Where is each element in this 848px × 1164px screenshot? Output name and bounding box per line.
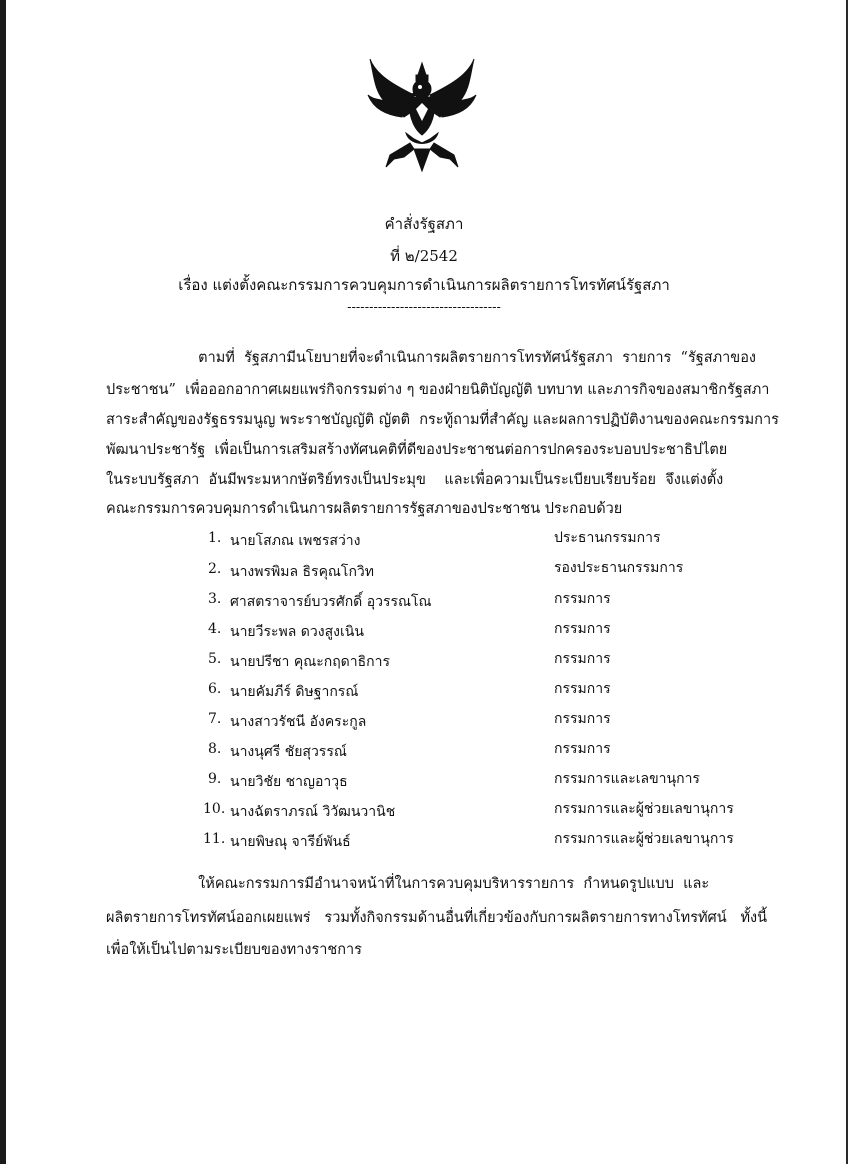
member-name: นายพิษณุ จารีย์พันธ์ bbox=[230, 834, 351, 850]
member-name: ศาสตราจารย์บวรศักดิ์ อุวรรณโณ bbox=[230, 594, 432, 610]
closing-line: ให้คณะกรรมการมีอำนาจหน้าที่ในการควบคุมบริหารรายการ กำหนดรูปแบบ และ bbox=[106, 876, 710, 892]
member-role: รองประธานกรรมการ bbox=[554, 560, 684, 576]
member-name: นางฉัตราภรณ์ วิวัฒนวานิช bbox=[230, 804, 396, 820]
member-role: กรรมการ bbox=[554, 621, 611, 637]
member-role: กรรมการ bbox=[554, 681, 611, 697]
member-role: กรรมการ bbox=[554, 651, 611, 667]
order-number: ที่ ๒/2542 bbox=[390, 247, 458, 265]
member-role: กรรมการและผู้ช่วยเลขานุการ bbox=[554, 801, 734, 817]
intro-line: คณะกรรมการควบคุมการดำเนินการผลิตรายการรัฐสภาของประชาชน ประกอบด้วย bbox=[106, 501, 623, 517]
member-number: 8. bbox=[208, 741, 222, 757]
intro-line: พัฒนาประชารัฐ เพื่อเป็นการเสริมสร้างทัศนคติที่ดีของประชาชนต่อการปกครองระบอบประชาธิปไตย bbox=[106, 442, 728, 458]
member-name: นายวิชัย ชาญอาวุธ bbox=[230, 774, 348, 790]
member-number: 6. bbox=[208, 681, 222, 697]
member-role: กรรมการ bbox=[554, 591, 611, 607]
member-name: นางพรพิมล ธิรคุณโกวิท bbox=[230, 564, 375, 580]
closing-line: เพื่อให้เป็นไปตามระเบียบของทางราชการ bbox=[106, 942, 362, 958]
garuda-emblem-icon bbox=[364, 55, 480, 173]
member-role: กรรมการและเลขานุการ bbox=[554, 771, 700, 787]
member-role: กรรมการและผู้ช่วยเลขานุการ bbox=[554, 831, 734, 847]
closing-line: ผลิตรายการโทรทัศน์ออกเผยแพร่ รวมทั้งกิจกรรมด้านอื่นที่เกี่ยวข้องกับการผลิตรายการทางโทรทัศน์ ทั้งนี้ bbox=[106, 910, 768, 926]
member-role: ประธานกรรมการ bbox=[554, 530, 661, 546]
intro-line: ในระบบรัฐสภา อันมีพระมหากษัตริย์ทรงเป็นประมุข และเพื่อความเป็นระเบียบเรียบร้อย จึงแต่งตั้ง bbox=[106, 472, 724, 488]
document-title: คำสั่งรัฐสภา bbox=[384, 215, 464, 233]
member-number: 3. bbox=[208, 591, 222, 607]
member-number: 2. bbox=[208, 561, 222, 577]
member-number: 7. bbox=[208, 711, 222, 727]
member-name: นายโสภณ เพชรสว่าง bbox=[230, 533, 361, 549]
member-role: กรรมการ bbox=[554, 711, 611, 727]
member-name: นายปรีชา คุณะกฤดาธิการ bbox=[230, 654, 391, 670]
member-name: นางนุศรี ชัยสุวรรณ์ bbox=[230, 744, 347, 760]
member-number: 1. bbox=[208, 530, 222, 546]
member-number: 10. bbox=[203, 801, 226, 817]
order-subject: เรื่อง แต่งตั้งคณะกรรมการควบคุมการดำเนินการผลิตรายการโทรทัศน์รัฐสภา bbox=[178, 276, 670, 294]
separator-line: ----------------------------------- bbox=[347, 300, 501, 315]
member-number: 11. bbox=[203, 831, 226, 847]
member-name: นายวีระพล ดวงสูงเนิน bbox=[230, 624, 364, 640]
intro-line: ประชาชน” เพื่อออกอากาศเผยแพร่กิจกรรมต่าง ๆ ของฝ่ายนิติบัญญัติ บทบาท และภารกิจของสมาชิกรัฐสภา bbox=[106, 382, 770, 398]
member-number: 9. bbox=[208, 771, 222, 787]
member-number: 5. bbox=[208, 651, 222, 667]
member-name: นางสาวรัชนี อังคระกูล bbox=[230, 714, 367, 730]
intro-line: ตามที่ รัฐสภามีนโยบายที่จะดำเนินการผลิตรายการโทรทัศน์รัฐสภา รายการ “รัฐสภาของ bbox=[106, 350, 757, 366]
member-role: กรรมการ bbox=[554, 741, 611, 757]
intro-line: สาระสำคัญของรัฐธรรมนูญ พระราชบัญญัติ ญัตติ กระทู้ถามที่สำคัญ และผลการปฏิบัติงานของคณะกรรมการ bbox=[106, 412, 779, 428]
member-name: นายคัมภีร์ ดิษฐากรณ์ bbox=[230, 684, 359, 700]
member-number: 4. bbox=[208, 621, 222, 637]
scan-border-left bbox=[0, 0, 6, 1164]
